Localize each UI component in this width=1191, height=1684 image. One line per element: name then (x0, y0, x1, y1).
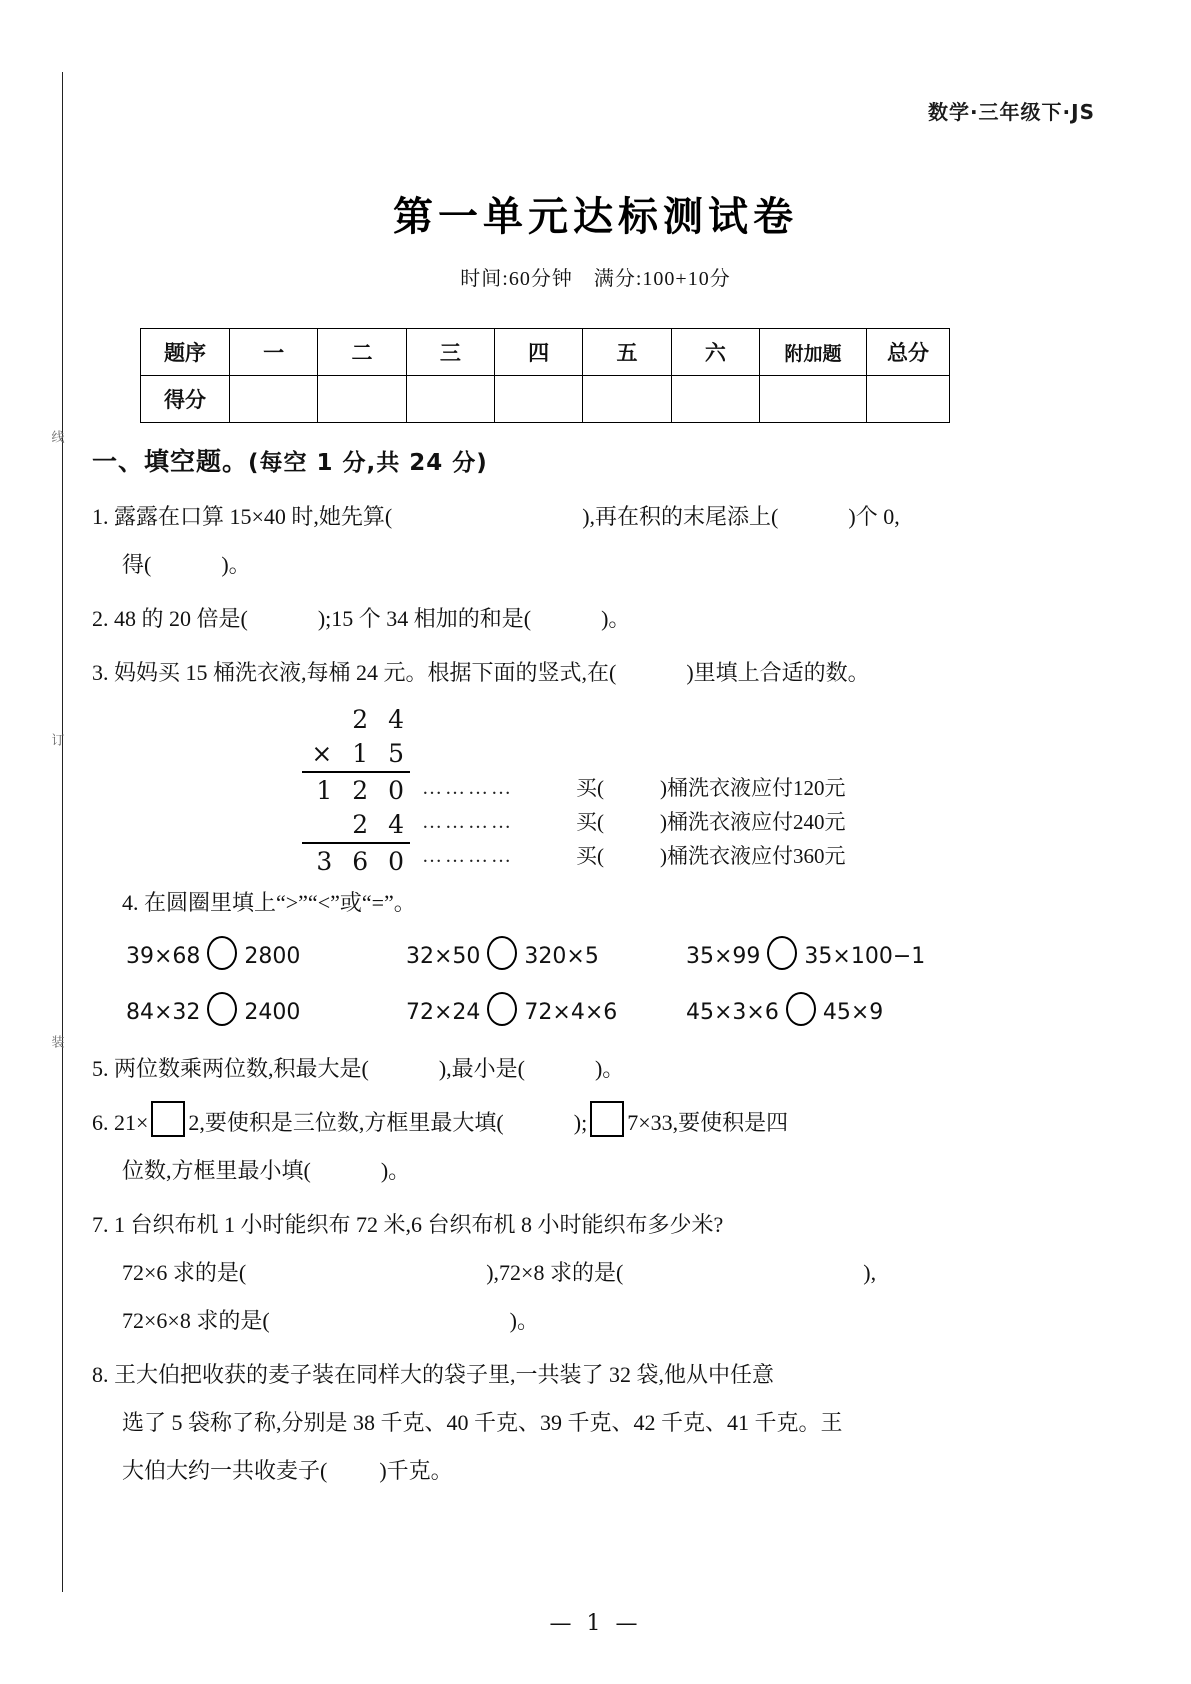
compare-circle[interactable] (767, 936, 797, 970)
vmul-note-1-pre: 买( (576, 776, 604, 800)
question-7 (92, 1201, 1037, 1345)
q7-text-d: 72×6×8 求的是( (122, 1308, 270, 1333)
q7-text-c: ), (863, 1260, 877, 1285)
vertical-multiplication (92, 703, 1037, 876)
vmul-partial-2: 2 4 (352, 810, 410, 839)
score-input-cell-total[interactable] (867, 376, 950, 423)
score-table-cell: 三 (406, 329, 494, 376)
compare-item (406, 987, 686, 1039)
compare-left: 32×50 (406, 944, 481, 969)
compare-right: 72×4×6 (524, 1000, 618, 1025)
question-7-prompt: 7. 1 台织布机 1 小时能织布 72 米,6 台织布机 8 小时能织布多少米? (92, 1212, 724, 1237)
answer-box[interactable] (590, 1101, 624, 1137)
answer-box[interactable] (151, 1101, 185, 1137)
vmul-note-1 (422, 771, 846, 805)
question-6 (92, 1099, 1037, 1195)
q1-text-e: )。 (221, 552, 251, 577)
vmul-note-3-pre: 买( (576, 844, 604, 868)
vertical-multiplication-digits (302, 703, 410, 879)
section-heading-1 (92, 438, 1037, 487)
score-input-cell[interactable] (671, 376, 759, 423)
q7-text-e: )。 (509, 1308, 539, 1333)
question-7-line-2 (92, 1249, 1037, 1297)
vertical-multiplication-notes (422, 771, 846, 873)
q8-text-a: 大伯大约一共收麦子( (122, 1458, 328, 1483)
score-table (140, 328, 950, 423)
compare-circle[interactable] (786, 992, 816, 1026)
vmul-multiplicand: 2 4 (352, 705, 410, 734)
table-row (141, 329, 950, 376)
q1-text-a: 1. 露露在口算 15×40 时,她先算( (92, 504, 393, 529)
table-row (141, 376, 950, 423)
q6-text-b: 2,要使积是三位数,方框里最大填( (188, 1110, 504, 1135)
compare-left: 45×3×6 (686, 1000, 779, 1025)
score-table-cell-bonus: 附加题 (760, 329, 867, 376)
vmul-note-3 (422, 839, 846, 873)
compare-circle[interactable] (487, 992, 517, 1026)
running-head: 数学·三年级下·JS (927, 100, 1095, 124)
question-8 (92, 1351, 1037, 1495)
vmul-note-2 (422, 805, 846, 839)
q7-text-b: ),72×8 求的是( (486, 1260, 624, 1285)
question-4 (92, 879, 1037, 1039)
question-3-line-1 (92, 649, 1037, 697)
score-input-cell[interactable] (494, 376, 582, 423)
compare-right: 320×5 (524, 944, 599, 969)
leader-dots: ………… (422, 845, 514, 867)
compare-item (406, 931, 686, 983)
title-block (0, 185, 1191, 291)
vmul-partial-1: 1 2 0 (302, 771, 410, 808)
compare-circle[interactable] (487, 936, 517, 970)
question-1-line-1 (92, 493, 1037, 541)
score-input-cell[interactable] (318, 376, 406, 423)
question-7-line-3 (92, 1297, 1037, 1345)
score-table-cell: 五 (583, 329, 671, 376)
compare-item (126, 987, 406, 1039)
compare-left: 84×32 (126, 1000, 201, 1025)
section-points: (每空 1 分,共 24 分) (248, 450, 488, 476)
question-2-line-1 (92, 595, 1037, 643)
leader-dots: ………… (422, 777, 514, 799)
question-8-line-1: 8. 王大伯把收获的麦子装在同样大的袋子里,一共装了 32 袋,他从中任意 (92, 1362, 775, 1387)
binding-mark-3: 装 (49, 1035, 65, 1050)
compare-left: 72×24 (406, 1000, 481, 1025)
q5-text-a: 5. 两位数乘两位数,积最大是( (92, 1056, 369, 1081)
compare-left: 39×68 (126, 944, 201, 969)
q6-text-f: )。 (380, 1158, 411, 1183)
q2-text-b: );15 个 34 相加的和是( (317, 606, 532, 631)
q5-text-b: ),最小是( (438, 1056, 525, 1081)
question-8-line-3 (92, 1447, 1037, 1495)
question-4-row-1 (92, 931, 1037, 983)
score-table-cell: 四 (494, 329, 582, 376)
question-2 (92, 595, 1037, 643)
compare-left: 35×99 (686, 944, 761, 969)
q7-text-a: 72×6 求的是( (122, 1260, 247, 1285)
score-input-cell[interactable] (230, 376, 318, 423)
page-number: — 1 — (549, 1611, 642, 1636)
q6-text-e: 位数,方框里最小填( (122, 1158, 311, 1183)
vmul-note-2-post: )桶洗衣液应付240元 (660, 810, 846, 834)
question-5 (92, 1045, 1037, 1093)
section-title: 一、填空题。 (92, 447, 249, 476)
question-4-prompt: 4. 在圆圈里填上“>”“<”或“=”。 (122, 890, 416, 915)
leader-dots: ………… (422, 811, 514, 833)
score-table-cell-total: 总分 (867, 329, 950, 376)
vmul-note-1-post: )桶洗衣液应付120元 (660, 776, 846, 800)
score-table-cell: 六 (671, 329, 759, 376)
question-6-line-1 (92, 1099, 1037, 1147)
q2-text-c: )。 (601, 606, 631, 631)
score-input-cell[interactable] (406, 376, 494, 423)
q1-text-b: ),再在积的末尾添上( (582, 504, 779, 529)
question-8-line-2: 选了 5 袋称了称,分别是 38 千克、40 千克、39 千克、42 千克、41 千克。王 (122, 1410, 843, 1435)
question-4-row-2 (92, 987, 1037, 1039)
q6-text-a: 6. 21× (92, 1110, 149, 1135)
exam-meta: 时间:60分钟 满分:100+10分 (460, 268, 731, 290)
q6-text-d: 7×33,要使积是四 (627, 1110, 789, 1135)
page-title: 第一单元达标测试卷 (393, 193, 798, 240)
q1-text-c: )个 0, (848, 504, 900, 529)
q5-text-c: )。 (594, 1056, 625, 1081)
vmul-note-2-pre: 买( (576, 810, 604, 834)
q3-text-b: )里填上合适的数。 (686, 660, 870, 685)
compare-circle[interactable] (207, 936, 237, 970)
compare-item (686, 987, 966, 1039)
question-5-line-1 (92, 1045, 1037, 1093)
compare-item (686, 931, 966, 983)
compare-right: 35×100−1 (804, 944, 926, 969)
score-table-row-label: 题序 (141, 329, 230, 376)
compare-right: 2800 (244, 944, 301, 969)
exam-content (92, 438, 1037, 1495)
q2-text-a: 2. 48 的 20 倍是( (92, 606, 248, 631)
compare-circle[interactable] (207, 992, 237, 1026)
compare-right: 2400 (244, 1000, 301, 1025)
compare-item (126, 931, 406, 983)
question-6-line-2 (92, 1147, 1037, 1195)
vmul-multiplier: × 1 5 (311, 739, 410, 768)
score-table-cell: 二 (318, 329, 406, 376)
question-1-line-2 (92, 541, 1037, 589)
binding-mark-1: 线 (49, 430, 65, 445)
score-table-cell: 一 (230, 329, 318, 376)
vmul-note-3-post: )桶洗衣液应付360元 (660, 844, 846, 868)
score-input-cell-bonus[interactable] (760, 376, 867, 423)
q8-text-b: )千克。 (379, 1458, 453, 1483)
score-input-cell[interactable] (583, 376, 671, 423)
q1-text-d: 得( (122, 552, 152, 577)
binding-mark-2: 订 (49, 732, 65, 748)
binding-marks (44, 430, 70, 1050)
vmul-product: 3 6 0 (302, 842, 410, 879)
score-table-row-label: 得分 (141, 376, 230, 423)
question-1 (92, 493, 1037, 589)
compare-right: 45×9 (822, 1000, 884, 1025)
q3-text-a: 3. 妈妈买 15 桶洗衣液,每桶 24 元。根据下面的竖式,在( (92, 660, 617, 685)
question-3 (92, 649, 1037, 876)
q6-text-c: ); (573, 1110, 588, 1135)
